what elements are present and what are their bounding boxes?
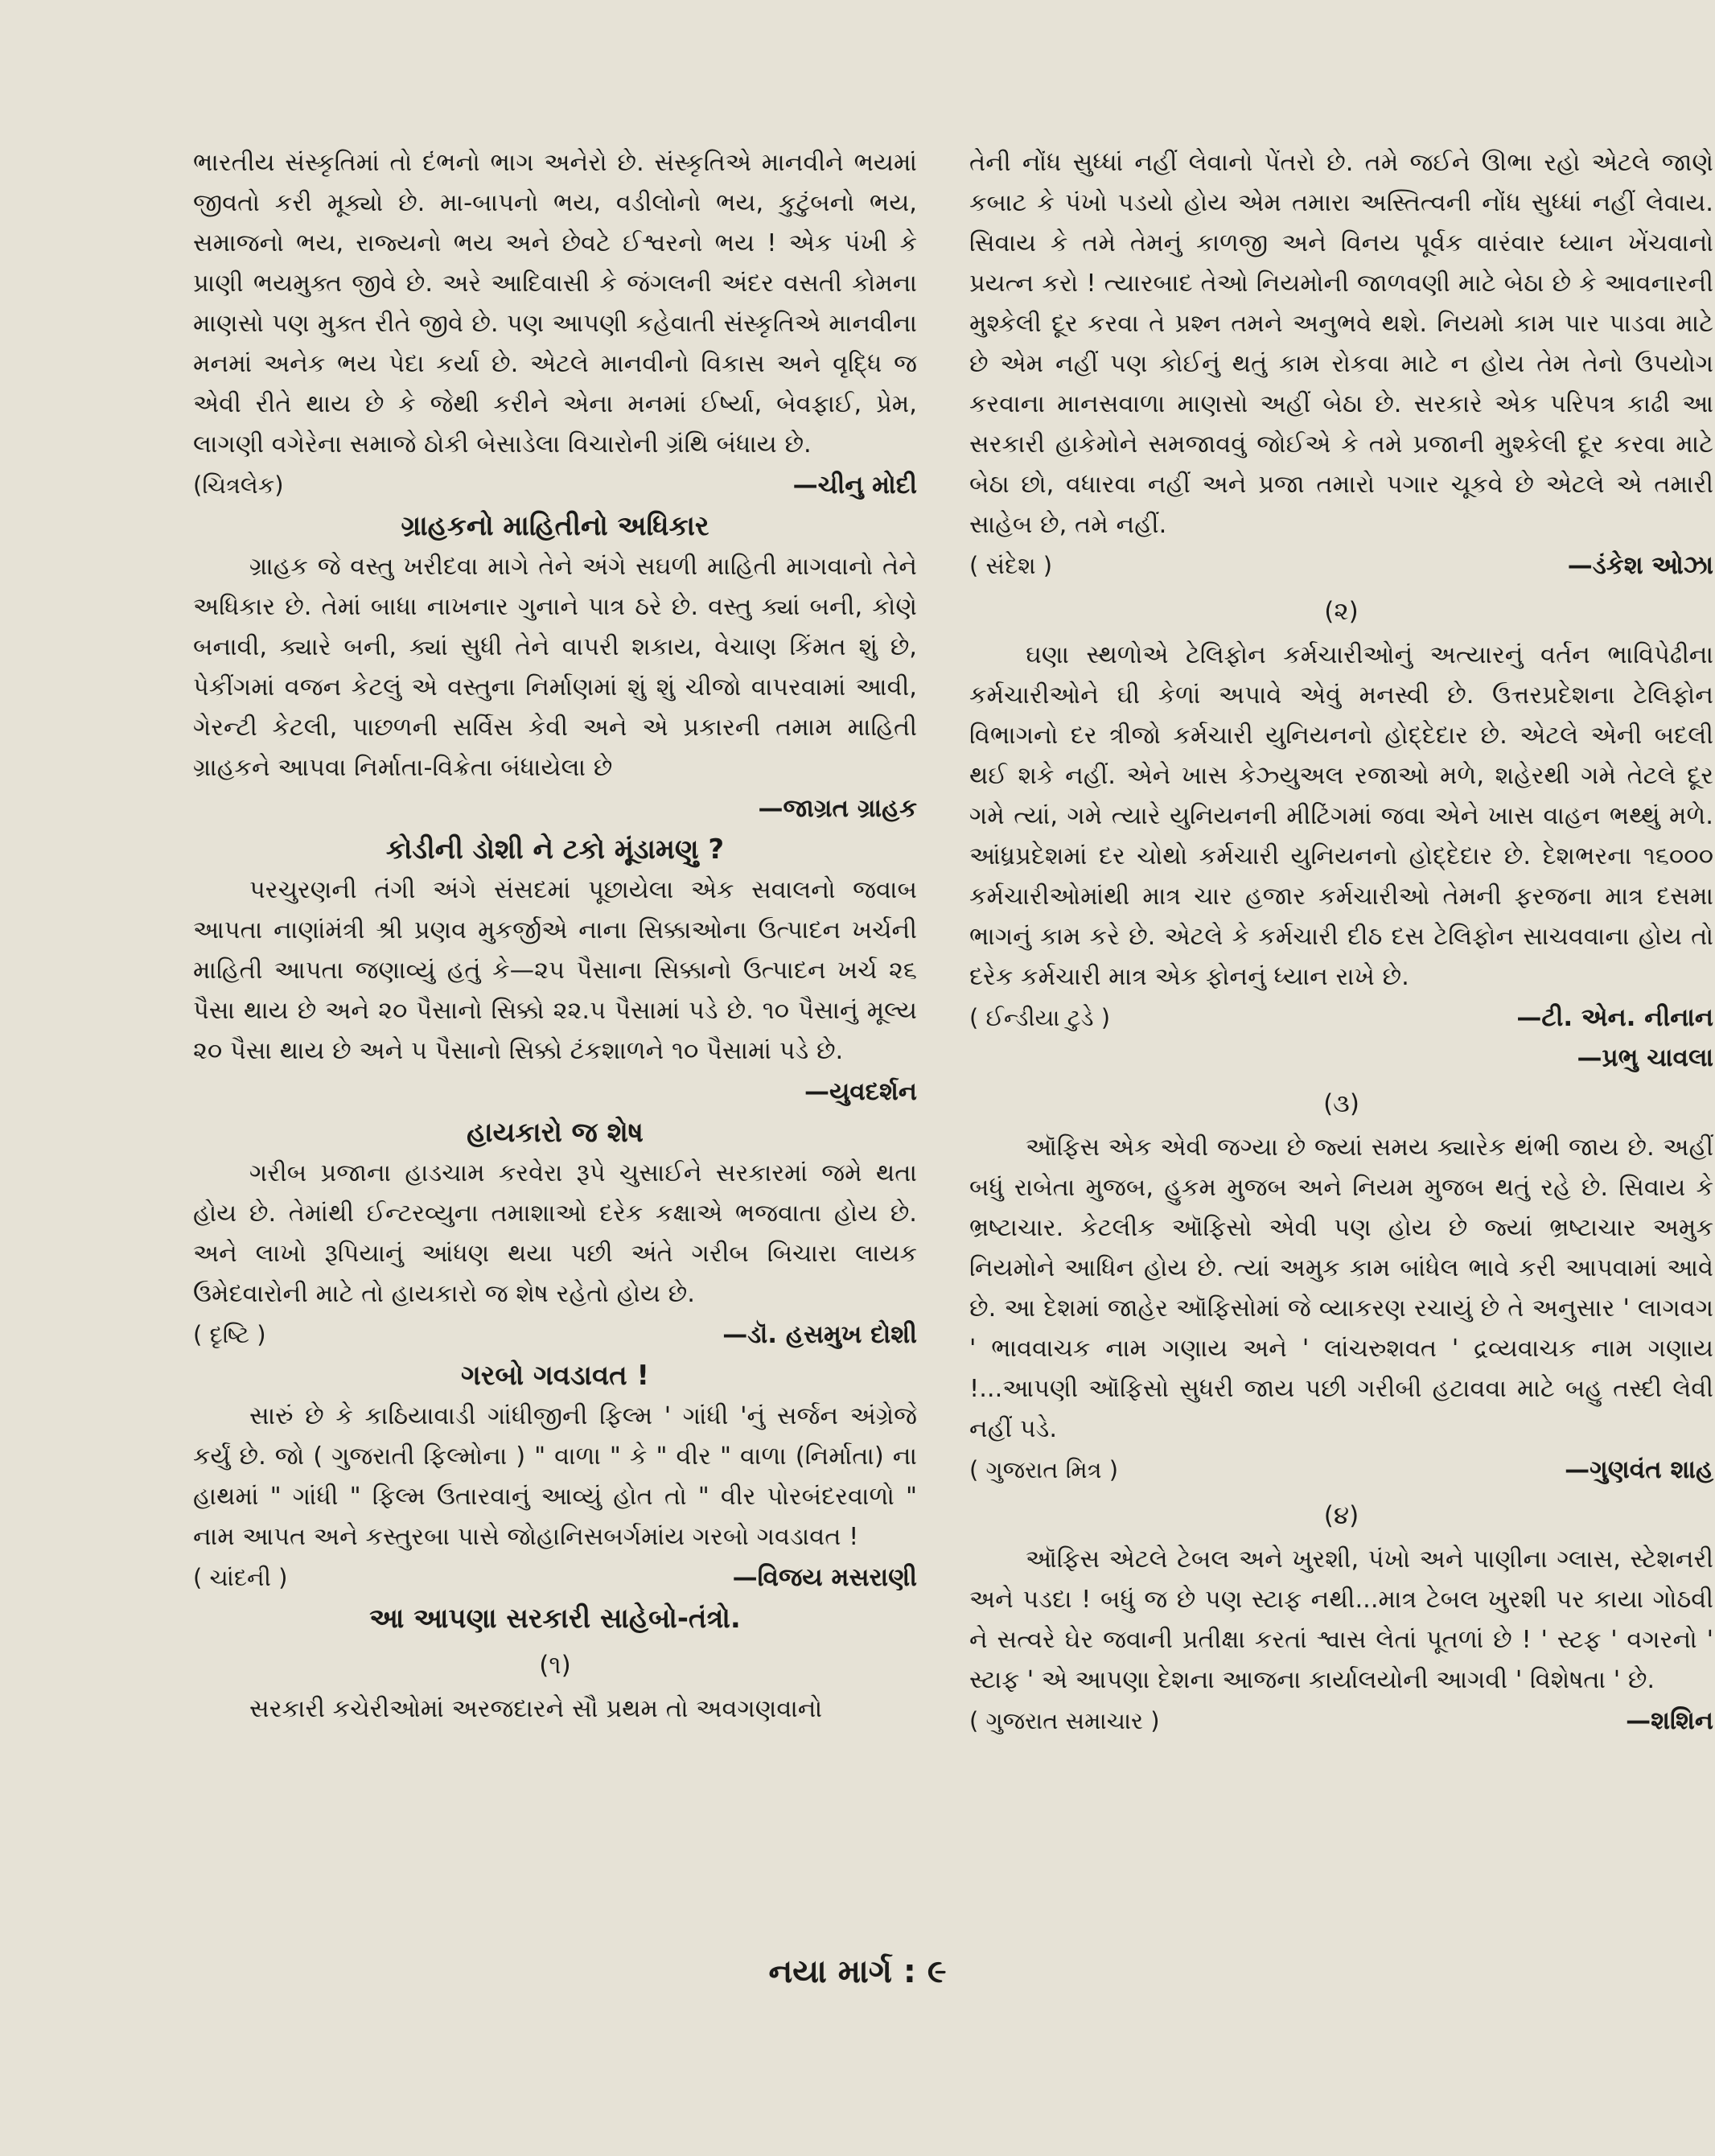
consumer-rights-author: —જાગ્રત ગ્રાહક bbox=[758, 794, 917, 823]
part3-source: ( ગુજરાત મિત્ર ) bbox=[969, 1456, 1119, 1483]
intro-attribution bbox=[193, 465, 917, 505]
part1-attribution bbox=[969, 545, 1713, 586]
part1-source: ( સંદેશ ) bbox=[969, 552, 1053, 579]
garbo-source: ( ચાંદની ) bbox=[193, 1564, 288, 1591]
govt-officers-number-1: (૧) bbox=[539, 1651, 571, 1680]
intro-paragraph: ભારતીય સંસ્કૃતિમાં તો દંભનો ભાગ અનેરો છે. સંસ્કૃતિએ માનવીને ભયમાં જીવતો કરી મૂક્યો છે. મા-બાપનો ભય, વડીલોનો ભય, કુટુંબનો ભય, સમાજનો ભય, રાજ્યનો ભય અને છેવટે ઈશ્વરનો ભય ! એક પંખી કે પ્રાણી ભયમુક્ત જીવે છે. અરે આદિવાસી કે જંગલની અંદર વસતી કોમના માણસો પણ મુક્ત રીતે જીવે છે. પણ આપણી કહેવાતી સંસ્કૃતિએ માનવીના મનમાં અનેક ભય પેદા કર્યા છે. એટલે માનવીનો વિકાસ અને વૃદ્ધિ જ એવી રીતે થાય છે કે જેથી કરીને એના મનમાં ઈર્ષ્યા, બેવફાઈ, પ્રેમ, લાગણી વગેરેના સમાજે ઠોકી બેસાડેલા વિચારોની ગ્રંથિ બંધાય છે. bbox=[193, 149, 917, 459]
govt-officers-paragraph-continued: તેની નોંધ સુધ્ધાં નહીં લેવાનો પેંતરો છે. તમે જઈને ઊભા રહો એટલે જાણે કબાટ કે પંખો પડયો હોય એમ તમારા અસ્તિત્વની નોંધ સુધ્ધાં નહીં લેવાય. સિવાય કે તમે તેમનું કાળજી અને વિનય પૂર્વક વારંવાર ધ્યાન ખેંચવાનો પ્રયત્ન કરો ! ત્યારબાદ તેઓ નિયમોની જાળવણી માટે બેઠા છે કે આવનારની મુશ્કેલી દૂર કરવા તે પ્રશ્ન તમને અનુભવે થશે. નિયમો કામ પાર પાડવા માટે છે એમ નહીં પણ કોઈનું થતું કામ રોકવા માટે ન હોય તેમ તેનો ઉપયોગ કરવાના માનસવાળા માણસો અહીં બેઠા છે. સરકારે એક પરિપત્ર કાઢી આ સરકારી હાકેમોને સમજાવવું જોઈએ કે તમે પ્રજાની મુશ્કેલી દૂર કરવા માટે બેઠા છો, વધારવા નહીં અને પ્રજા તમારો પગાર ચૂકવે છે એટલે એ તમારી સાહેબ છે, તમે નહીં. bbox=[969, 149, 1713, 539]
part4-paragraph: ઑફિસ એટલે ટેબલ અને ખુરશી, પંખો અને પાણીના ગ્લાસ, સ્ટેશનરી અને પડદા ! બધું જ છે પણ સ્ટાફ નથી...માત્ર ટેબલ ખુરશી પર કાયા ગોઠવી ને સત્વરે ઘેર જવાની પ્રતીક્ષા કરતાં શ્વાસ લેતાં પૂતળાં છે ! ' સ્ટફ ' વગરનો ' સ્ટાફ ' એ આપણા દેશના આજના કાર્યાલયોની આગવી ' વિશેષતા ' છે. bbox=[969, 1545, 1713, 1694]
part2-author-2: —પ્રભુ ચાવલા bbox=[1577, 1043, 1713, 1072]
section-heading-haykaro: હાયકારો જ શેષ bbox=[467, 1117, 644, 1149]
right-column bbox=[969, 143, 1713, 1741]
coin-cost-attribution bbox=[193, 1072, 917, 1112]
part4-number: (૪) bbox=[1323, 1501, 1359, 1530]
part2-author: —ટી. એન. નીનાન bbox=[1516, 1003, 1713, 1032]
part2-source: ( ઈન્ડીયા ટુડે ) bbox=[969, 1004, 1111, 1031]
coin-cost-author: —યુવદર્શન bbox=[804, 1077, 917, 1106]
garbo-paragraph: સારું છે કે કાઠિયાવાડી ગાંધીજીની ફિલ્મ ' ગાંધી 'નું સર્જન અંગ્રેજે કર્યું છે. જો ( ગુજરાતી ફિલ્મોના ) " વાળા " કે " વીર " વાળા (નિર્માતા) ના હાથમાં " ગાંધી " ફિલ્મ ઉતારવાનું આવ્યું હોત તો " વીર પોરબંદરવાળો " નામ આપત અને કસ્તુરબા પાસે જોહાનિસબર્ગમાંય ગરબો ગવડાવત ! bbox=[193, 1402, 917, 1551]
consumer-rights-paragraph: ગ્રાહક જે વસ્તુ ખરીદવા માગે તેને અંગે સઘળી માહિતી માગવાનો તેને અધિકાર છે. તેમાં બાધા નાખનાર ગુનાને પાત્ર ઠરે છે. વસ્તુ ક્યાં બની, કોણે બનાવી, ક્યારે બની, ક્યાં સુધી તેને વાપરી શકાય, વેચાણ કિંમત શું છે, પેકીંગમાં વજન કેટલું એ વસ્તુના નિર્માણમાં શું શું ચીજો વાપરવામાં આવી, ગેરન્ટી કેટલી, પાછળની સર્વિસ કેવી અને એ પ્રકારની તમામ માહિતી ગ્રાહકને આપવા નિર્માતા-વિક્રેતા બંધાયેલા છે bbox=[193, 553, 917, 782]
part2-number: (૨) bbox=[1324, 597, 1359, 626]
haykaro-paragraph: ગરીબ પ્રજાના હાડચામ કરવેરા રૂપે ચુસાઈને સરકારમાં જમે થતા હોય છે. તેમાંથી ઈન્ટરવ્યુના તમાશાઓ દરેક કક્ષાએ ભજવાતા હોય છે. અને લાખો રૂપિયાનું આંધણ થયા પછી અંતે ગરીબ બિચારા લાયક ઉમેદવારોની માટે તો હાયકારો જ શેષ રહેતો હોય છે. bbox=[193, 1159, 917, 1308]
left-column bbox=[193, 143, 917, 1730]
part3-attribution bbox=[969, 1450, 1713, 1490]
part2-attribution-2 bbox=[969, 1038, 1713, 1078]
part4-source: ( ગુજરાત સમાચાર ) bbox=[969, 1707, 1160, 1734]
part2-paragraph: ઘણા સ્થળોએ ટેલિફોન કર્મચારીઓનું અત્યારનું વર્તન ભાવિપેઢીના કર્મચારીઓને ઘી કેળાં અપાવે એવું મનસ્વી છે. ઉત્તરપ્રદેશના ટેલિફોન વિભાગનો દર ત્રીજો કર્મચારી યુનિયનનો હોદ્દેદાર છે. એટલે એની બદલી થઈ શકે નહીં. એને ખાસ કેઝ્યુઅલ રજાઓ મળે, શહેરથી ગમે તેટલે દૂર ગમે ત્યાં, ગમે ત્યારે યુનિયનની મીટિંગમાં જવા એને ખાસ વાહન ભથ્થું મળે. આંધ્રપ્રદેશમાં દર ચોથો કર્મચારી યુનિયનનો હોદ્દેદાર છે. દેશભરના ૧૬૦૦૦ કર્મચારીઓમાંથી માત્ર ચાર હજાર કર્મચારીઓ તેમની ફરજના માત્ર દસમા ભાગનું કામ કરે છે. એટલે કે કર્મચારી દીઠ દસ ટેલિફોન સાચવવાના હોય તો દરેક કર્મચારી માત્ર એક ફોનનું ધ્યાન રાખે છે. bbox=[969, 641, 1713, 991]
garbo-attribution bbox=[193, 1557, 917, 1598]
haykaro-attribution bbox=[193, 1315, 917, 1355]
garbo-author: —વિજય મસરાણી bbox=[732, 1563, 917, 1592]
part3-author: —ગુણવંત શાહ bbox=[1565, 1455, 1713, 1484]
part2-attribution bbox=[969, 998, 1713, 1038]
section-heading-govt-officers: આ આપણા સરકારી સાહેબો-તંત્રો. bbox=[369, 1603, 741, 1635]
coin-cost-paragraph: પરચુરણની તંગી અંગે સંસદમાં પૂછાયેલા એક સવાલનો જવાબ આપતા નાણાંમંત્રી શ્રી પ્રણવ મુકર્જીએ નાના સિક્કાઓના ઉત્પાદન ખર્ચની માહિતી આપતા જણાવ્યું હતું કે—૨૫ પૈસાના સિક્કાનો ઉત્પાદન ખર્ચ ૨૬ પૈસા થાય છે અને ૨૦ પૈસાનો સિક્કો ૨૨.૫ પૈસામાં પડે છે. ૧૦ પૈસાનું મૂલ્ય ૨૦ પૈસા થાય છે અને ૫ પૈસાનો સિક્કો ટંકશાળને ૧૦ પૈસામાં પડે છે. bbox=[193, 876, 917, 1065]
page-footer: નયા માર્ગ : ૯ bbox=[768, 1953, 947, 1990]
part1-author: —ડંકેશ ઓઝા bbox=[1567, 551, 1713, 580]
consumer-rights-attribution bbox=[193, 788, 917, 829]
haykaro-source: ( દૃષ્ટિ ) bbox=[193, 1321, 266, 1348]
section-heading-consumer-rights: ગ્રાહકનો માહિતીનો અધિકાર bbox=[401, 510, 709, 542]
intro-source: (ચિત્રલેક) bbox=[193, 471, 284, 499]
govt-officers-paragraph-start: સરકારી કચેરીઓમાં અરજદારને સૌ પ્રથમ તો અવગણવાનો bbox=[249, 1695, 823, 1723]
part3-number: (૩) bbox=[1323, 1089, 1359, 1118]
section-heading-garbo: ગરબો ગવડાવત ! bbox=[460, 1360, 650, 1392]
part4-author: —શશિન bbox=[1626, 1706, 1713, 1735]
section-heading-coin-cost: કોડીની ડોશી ને ટકો મૂંડામણુ ? bbox=[385, 833, 725, 866]
part4-attribution bbox=[969, 1701, 1713, 1741]
intro-author: —ચીનુ મોદી bbox=[792, 471, 917, 500]
part3-paragraph: ઑફિસ એક એવી જગ્યા છે જ્યાં સમય ક્યારેક થંભી જાય છે. અહીં બધું રાબેતા મુજબ, હુકમ મુજબ અને નિયમ મુજબ થતું રહે છે. સિવાય કે ભ્રષ્ટાચાર. કેટલીક ઑફિસો એવી પણ હોય છે જ્યાં ભ્રષ્ટાચાર અમુક નિયમોને આધિન હોય છે. ત્યાં અમુક કામ બાંધેલ ભાવે કરી આપવામાં આવે છે. આ દેશમાં જાહેર ઑફિસોમાં જે વ્યાકરણ રચાયું છે તે અનુસાર ' લાગવગ ' ભાવવાચક નામ ગણાય અને ' લાંચરુશવત ' દ્રવ્યવાચક નામ ગણાય !...આપણી ઑફિસો સુધરી જાય પછી ગરીબી હટાવવા માટે બહુ તસ્દી લેવી નહીં પડે. bbox=[969, 1134, 1713, 1443]
haykaro-author: —ડૉ. હસમુખ દોશી bbox=[722, 1320, 917, 1349]
